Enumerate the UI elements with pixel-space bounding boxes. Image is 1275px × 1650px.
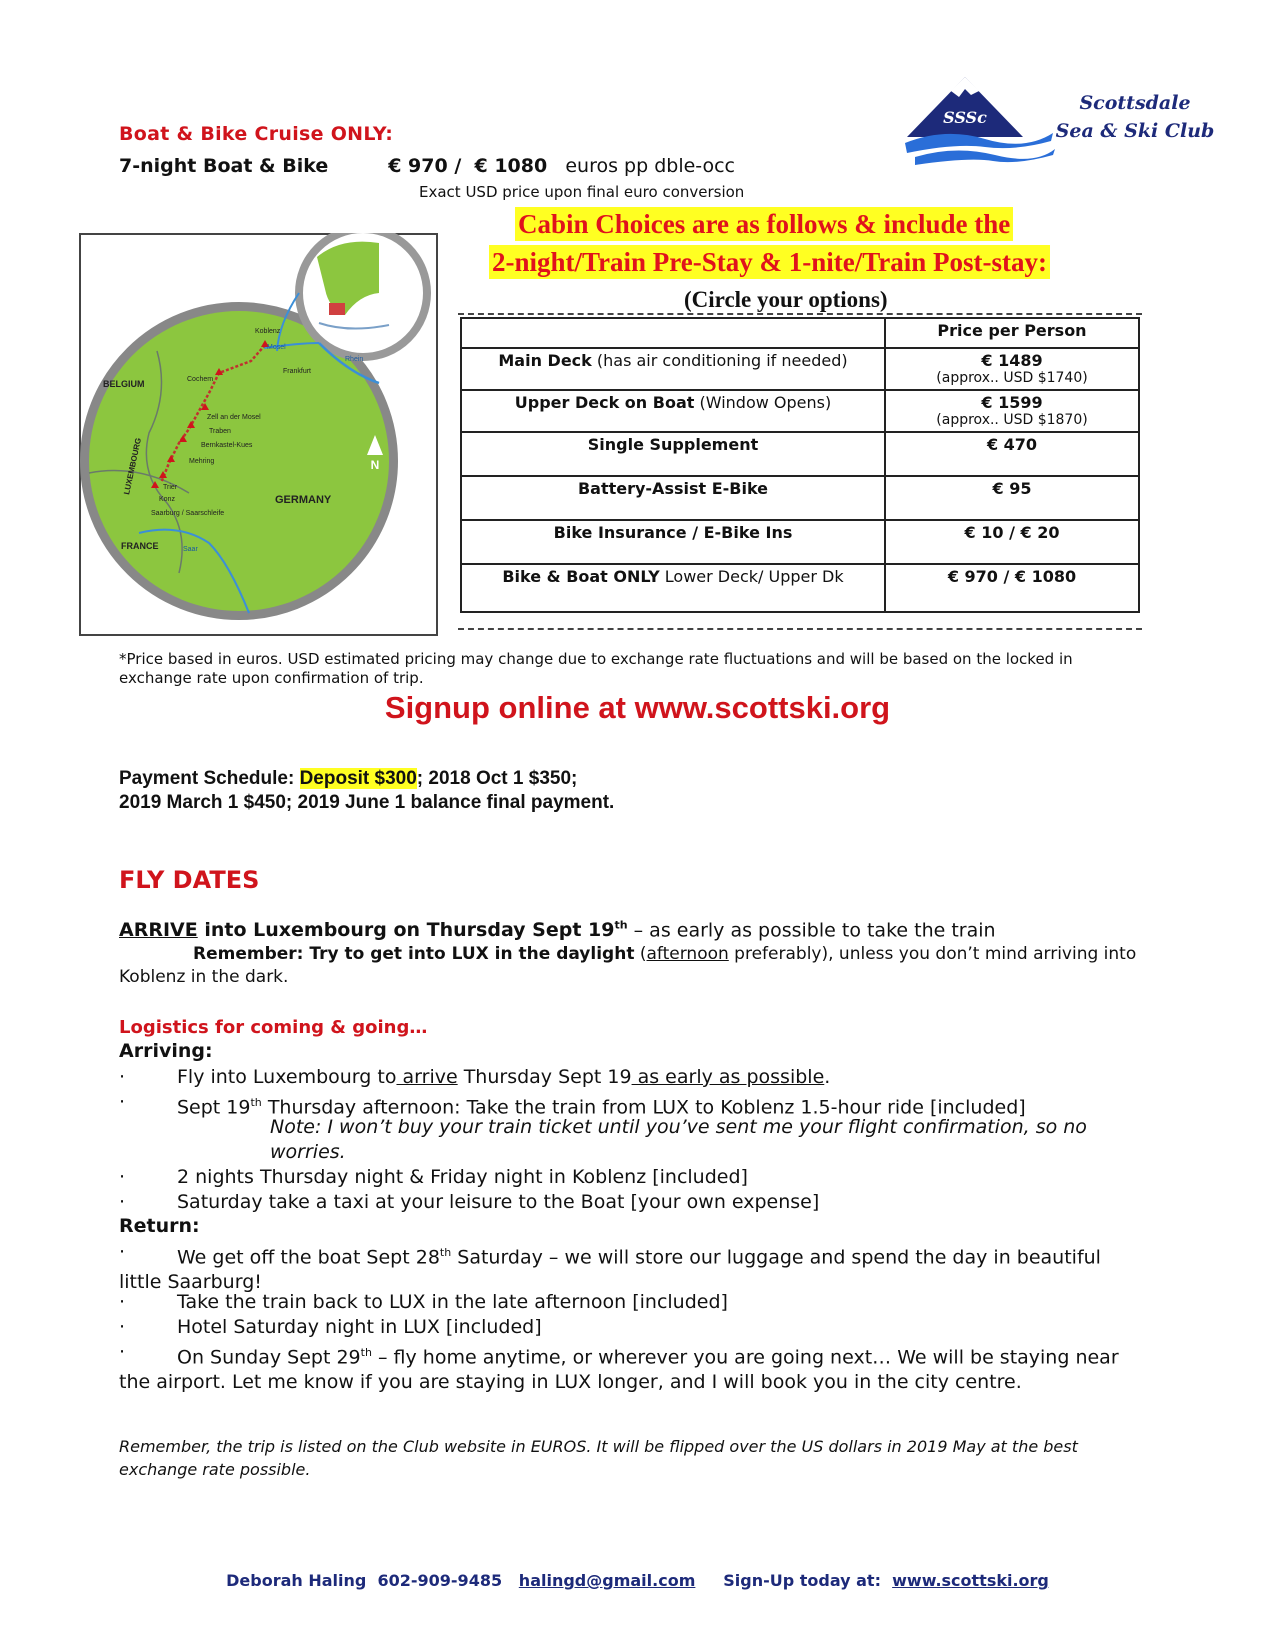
svg-text:Mosel: Mosel bbox=[267, 344, 286, 351]
club-name-line1: Scottsdale bbox=[1079, 92, 1191, 114]
option-label: Battery-Assist E-Bike bbox=[461, 476, 885, 520]
option-price: € 1599 (approx.. USD $1870) bbox=[885, 390, 1139, 432]
svg-text:Zell an der Mosel: Zell an der Mosel bbox=[207, 414, 261, 421]
club-name-line2: Sea & Ski Club bbox=[1055, 120, 1215, 142]
list-item: · Fly into Luxembourg to arrive Thursday Sept 19 as early as possible. bbox=[119, 1066, 831, 1088]
footer bbox=[0, 1571, 1275, 1590]
svg-text:LUXEMBOURG: LUXEMBOURG bbox=[122, 437, 143, 496]
club-logo bbox=[905, 75, 1215, 175]
return-label: Return: bbox=[119, 1215, 200, 1237]
table-row[interactable] bbox=[461, 476, 1139, 520]
list-item: · 2 nights Thursday night & Friday night in Koblenz [included] bbox=[119, 1166, 748, 1188]
svg-text:Mehring: Mehring bbox=[189, 458, 215, 465]
email-link[interactable]: halingd@gmail.com bbox=[518, 1571, 696, 1590]
svg-text:Saar: Saar bbox=[183, 546, 198, 553]
trip-name: 7-night Boat & Bike bbox=[119, 155, 329, 177]
payment-label: Payment Schedule: bbox=[119, 768, 300, 789]
train-ticket-note: Note: I won’t buy your train ticket until you’ve sent me your flight confirmation, so no worries. bbox=[270, 1116, 1087, 1163]
table-header-row bbox=[461, 318, 1139, 348]
closing-note: Remember, the trip is listed on the Club website in EUROS. It will be flipped over the US dollars in 2019 May at the best exchange rate possible. bbox=[119, 1437, 1078, 1479]
arriving-label: Arriving: bbox=[119, 1040, 213, 1062]
table-header-blank bbox=[461, 318, 885, 348]
table-row[interactable] bbox=[461, 520, 1139, 564]
list-item: · Hotel Saturday night in LUX [included] bbox=[119, 1316, 542, 1338]
logo-mark-text: SSSc bbox=[943, 108, 987, 127]
mountain-logo-icon bbox=[905, 75, 1055, 175]
payment-schedule bbox=[119, 767, 614, 815]
svg-text:Rhein: Rhein bbox=[345, 356, 364, 363]
payment-line2: 2019 March 1 $450; 2019 June 1 balance final payment. bbox=[119, 792, 615, 813]
website-link[interactable]: www.scottski.org bbox=[892, 1571, 1049, 1590]
option-label: Main Deck (has air conditioning if needed) bbox=[461, 348, 885, 390]
cabin-banner-line1: Cabin Choices are as follows & include the bbox=[515, 207, 1013, 241]
svg-text:Bernkastel-Kues: Bernkastel-Kues bbox=[201, 442, 253, 449]
svg-text:N: N bbox=[370, 458, 380, 472]
club-name bbox=[1055, 89, 1215, 145]
table-bottom-border bbox=[458, 628, 1142, 630]
option-label: Single Supplement bbox=[461, 432, 885, 476]
svg-text:Koblenz: Koblenz bbox=[255, 328, 281, 335]
svg-text:FRANCE: FRANCE bbox=[121, 541, 159, 551]
svg-text:BELGIUM: BELGIUM bbox=[103, 379, 145, 389]
trip-price: € 970 / € 1080 bbox=[388, 155, 548, 177]
price-footnote: *Price based in euros. USD estimated pricing may change due to exchange rate fluctuations and will be based on the locked in exchange rate upon confirmation of trip. bbox=[119, 650, 1073, 687]
list-item: · On Sunday Sept 29th – fly home anytime, or wherever you are going next… We will be staying near the airport. Let me know if you are staying in LUX longer, and I will book you in the city centre. bbox=[119, 1341, 1119, 1394]
option-price: € 10 / € 20 bbox=[885, 520, 1139, 564]
footer-contact: Deborah Haling 602-909-9485 bbox=[226, 1571, 519, 1590]
list-item: · Sept 19th Thursday afternoon: Take the train from LUX to Koblenz 1.5-hour ride [included] bbox=[119, 1091, 1026, 1119]
list-item: · We get off the boat Sept 28th Saturday – we will store our luggage and spend the day in beautiful little Saarburg! bbox=[119, 1241, 1101, 1294]
option-price: € 95 bbox=[885, 476, 1139, 520]
logistics-heading: Logistics for coming & going… bbox=[119, 1017, 428, 1038]
circle-options-note: (Circle your options) bbox=[684, 287, 888, 312]
option-label: Bike & Boat ONLY Lower Deck/ Upper Dk bbox=[461, 564, 885, 612]
payment-rest: ; 2018 Oct 1 $350; bbox=[416, 768, 578, 789]
svg-text:Frankfurt: Frankfurt bbox=[283, 368, 312, 375]
table-row[interactable] bbox=[461, 348, 1139, 390]
svg-text:Saarburg / Saarschleife: Saarburg / Saarschleife bbox=[151, 510, 225, 517]
deposit-highlight: Deposit $300 bbox=[299, 768, 417, 789]
trip-price-line bbox=[119, 155, 735, 177]
table-row[interactable] bbox=[461, 432, 1139, 476]
arrive-line: ARRIVE into Luxembourg on Thursday Sept 19th – as early as possible to take the train bbox=[119, 919, 996, 942]
svg-text:Konz: Konz bbox=[159, 496, 175, 503]
footer-signup-label: Sign-Up today at: bbox=[695, 1571, 893, 1590]
option-price: € 970 / € 1080 bbox=[885, 564, 1139, 612]
usd-note: Exact USD price upon final euro conversion bbox=[419, 183, 745, 201]
svg-text:Traben: Traben bbox=[209, 428, 231, 435]
svg-text:Trier: Trier bbox=[163, 484, 178, 491]
list-item: · Saturday take a taxi at your leisure to the Boat [your own expense] bbox=[119, 1191, 820, 1213]
table-top-border bbox=[458, 313, 1142, 315]
option-label: Bike Insurance / E-Bike Ins bbox=[461, 520, 885, 564]
option-price: € 1489 (approx.. USD $1740) bbox=[885, 348, 1139, 390]
option-price: € 470 bbox=[885, 432, 1139, 476]
cruise-title: Boat & Bike Cruise ONLY: bbox=[119, 123, 394, 145]
table-row[interactable] bbox=[461, 390, 1139, 432]
daylight-reminder: Remember: Try to get into LUX in the daylight (afternoon preferably), unless you don’t mind arriving into Koblenz in the dark. bbox=[119, 944, 1137, 987]
signup-banner[interactable]: Signup online at www.scottski.org bbox=[384, 690, 891, 725]
trip-price-note: euros pp dble-occ bbox=[565, 155, 736, 177]
cabin-banner-line2: 2-night/Train Pre-Stay & 1-nite/Train Post-stay: bbox=[489, 245, 1050, 279]
fly-dates-heading: FLY DATES bbox=[119, 866, 260, 894]
option-label: Upper Deck on Boat (Window Opens) bbox=[461, 390, 885, 432]
route-map bbox=[79, 233, 438, 636]
list-item: · Take the train back to LUX in the late afternoon [included] bbox=[119, 1291, 728, 1313]
table-header-price: Price per Person bbox=[885, 318, 1139, 348]
cabin-price-table bbox=[460, 317, 1140, 613]
table-row[interactable] bbox=[461, 564, 1139, 612]
svg-text:Cochem: Cochem bbox=[187, 376, 214, 383]
svg-text:GERMANY: GERMANY bbox=[275, 494, 332, 506]
